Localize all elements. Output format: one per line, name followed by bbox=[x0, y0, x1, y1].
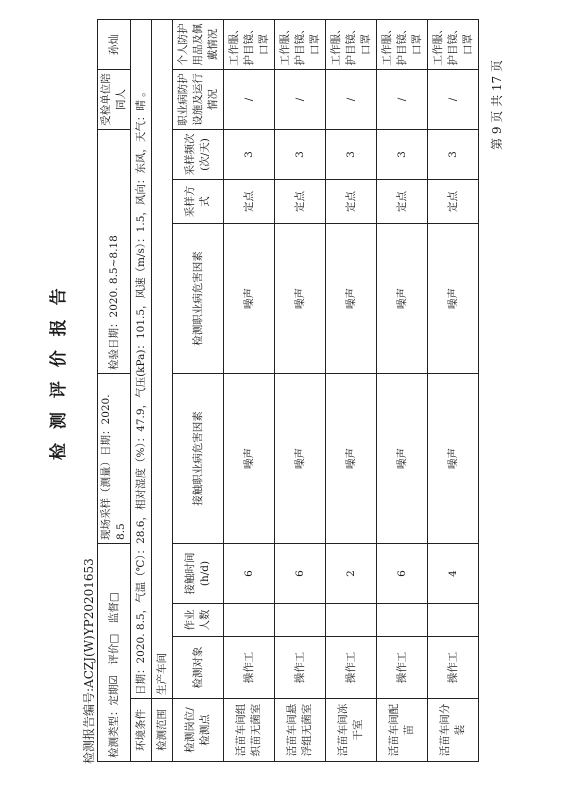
row-object: 操作工 bbox=[377, 637, 428, 699]
sampling-date-cell: 现场采样（测量）日期：2020. 8.5 bbox=[98, 373, 131, 543]
row-freq: 3 bbox=[275, 129, 326, 179]
row-object: 操作工 bbox=[326, 637, 377, 699]
env-label: 环境条件 bbox=[131, 699, 152, 762]
scope-label: 检测范围 bbox=[152, 699, 173, 762]
header-hazard-test: 检测职业病危害因素 bbox=[173, 223, 224, 373]
table-row bbox=[326, 19, 377, 761]
row-people bbox=[224, 604, 275, 637]
row-freq: 3 bbox=[377, 129, 428, 179]
row-protect: / bbox=[326, 69, 377, 129]
header-hazard-contact: 接触职业病危害因素 bbox=[173, 373, 224, 543]
row-exposure: 6 bbox=[377, 543, 428, 603]
row-protect: / bbox=[275, 69, 326, 129]
row-ppe: 工作服、护目镜、口罩 bbox=[326, 19, 377, 69]
row-post: 活苗车间冻干室 bbox=[326, 699, 377, 762]
info-row-scope bbox=[152, 19, 173, 761]
row-people bbox=[275, 604, 326, 637]
row-people bbox=[377, 604, 428, 637]
header-exposure: 接触时间(h/d) bbox=[173, 543, 224, 603]
row-ppe: 工作服、护目镜、口罩 bbox=[428, 19, 479, 69]
header-post: 检测岗位/检测点 bbox=[173, 699, 224, 762]
row-hazard-test: 噪声 bbox=[326, 223, 377, 373]
row-hazard-contact: 噪声 bbox=[224, 373, 275, 543]
table-row bbox=[428, 19, 479, 761]
row-exposure: 6 bbox=[224, 543, 275, 603]
row-post: 活苗车间分装 bbox=[428, 699, 479, 762]
row-hazard-test: 噪声 bbox=[428, 223, 479, 373]
row-protect: / bbox=[224, 69, 275, 129]
accompany-value: 孙灿 bbox=[98, 19, 131, 69]
test-date-cell: 检验日期：2020. 8.5~8.18 bbox=[98, 129, 131, 373]
row-freq: 3 bbox=[326, 129, 377, 179]
page-number: 第 9 页 共 17 页 bbox=[490, 60, 504, 150]
inspection-type-cell: 检测类型：定期☑ 评价□ 监督□ bbox=[98, 543, 131, 761]
row-hazard-contact: 噪声 bbox=[377, 373, 428, 543]
row-hazard-test: 噪声 bbox=[377, 223, 428, 373]
row-exposure: 4 bbox=[428, 543, 479, 603]
header-freq: 采样频次(次/天) bbox=[173, 129, 224, 179]
row-ppe: 工作服、护目镜、口罩 bbox=[275, 19, 326, 69]
header-object: 检测对象 bbox=[173, 637, 224, 699]
row-hazard-contact: 噪声 bbox=[428, 373, 479, 543]
header-row bbox=[173, 19, 224, 761]
row-object: 操作工 bbox=[224, 637, 275, 699]
scope-value: 生产车间 bbox=[152, 19, 173, 698]
table-row bbox=[377, 19, 428, 761]
info-row-env bbox=[131, 19, 152, 761]
row-method: 定点 bbox=[428, 179, 479, 223]
header-people: 作业人数 bbox=[173, 604, 224, 637]
report-number: 检测报告编号:ACZJ(W)YP20201653 bbox=[82, 558, 96, 764]
inspection-table bbox=[97, 19, 479, 762]
accompany-label: 受检单位陪同人 bbox=[98, 69, 131, 129]
info-row-type bbox=[98, 19, 131, 761]
row-exposure: 2 bbox=[326, 543, 377, 603]
row-object: 操作工 bbox=[275, 637, 326, 699]
row-hazard-test: 噪声 bbox=[224, 223, 275, 373]
row-method: 定点 bbox=[377, 179, 428, 223]
row-object: 操作工 bbox=[428, 637, 479, 699]
row-method: 定点 bbox=[224, 179, 275, 223]
row-freq: 3 bbox=[224, 129, 275, 179]
row-freq: 3 bbox=[428, 129, 479, 179]
row-ppe: 工作服、护目镜、口罩 bbox=[377, 19, 428, 69]
row-hazard-contact: 噪声 bbox=[326, 373, 377, 543]
row-exposure: 6 bbox=[275, 543, 326, 603]
header-ppe: 个人防护用品及佩戴情况 bbox=[173, 19, 224, 69]
row-hazard-test: 噪声 bbox=[275, 223, 326, 373]
page-title: 检 测 评 价 报 告 bbox=[49, 284, 69, 460]
row-method: 定点 bbox=[326, 179, 377, 223]
row-method: 定点 bbox=[275, 179, 326, 223]
row-post: 活苗车间组织苗无菌室 bbox=[224, 699, 275, 762]
row-protect: / bbox=[428, 69, 479, 129]
row-ppe: 工作服、护目镜、口罩 bbox=[224, 19, 275, 69]
row-people bbox=[428, 604, 479, 637]
row-hazard-contact: 噪声 bbox=[275, 373, 326, 543]
header-method: 采样方式 bbox=[173, 179, 224, 223]
table-row bbox=[224, 19, 275, 761]
env-value: 日期：2020. 8.5，气温（℃）：28.6，相对湿度（%）：47.9，气压(kPa)：101.5，风速（m/s）：1.5，风向：东风，天气：晴 。 bbox=[131, 19, 152, 698]
row-people bbox=[326, 604, 377, 637]
row-post: 活苗车间悬浮组无菌室 bbox=[275, 699, 326, 762]
table-row bbox=[275, 19, 326, 761]
row-protect: / bbox=[377, 69, 428, 129]
row-post: 活苗车间配苗 bbox=[377, 699, 428, 762]
header-protect: 职业病防护设施及运行情况 bbox=[173, 69, 224, 129]
